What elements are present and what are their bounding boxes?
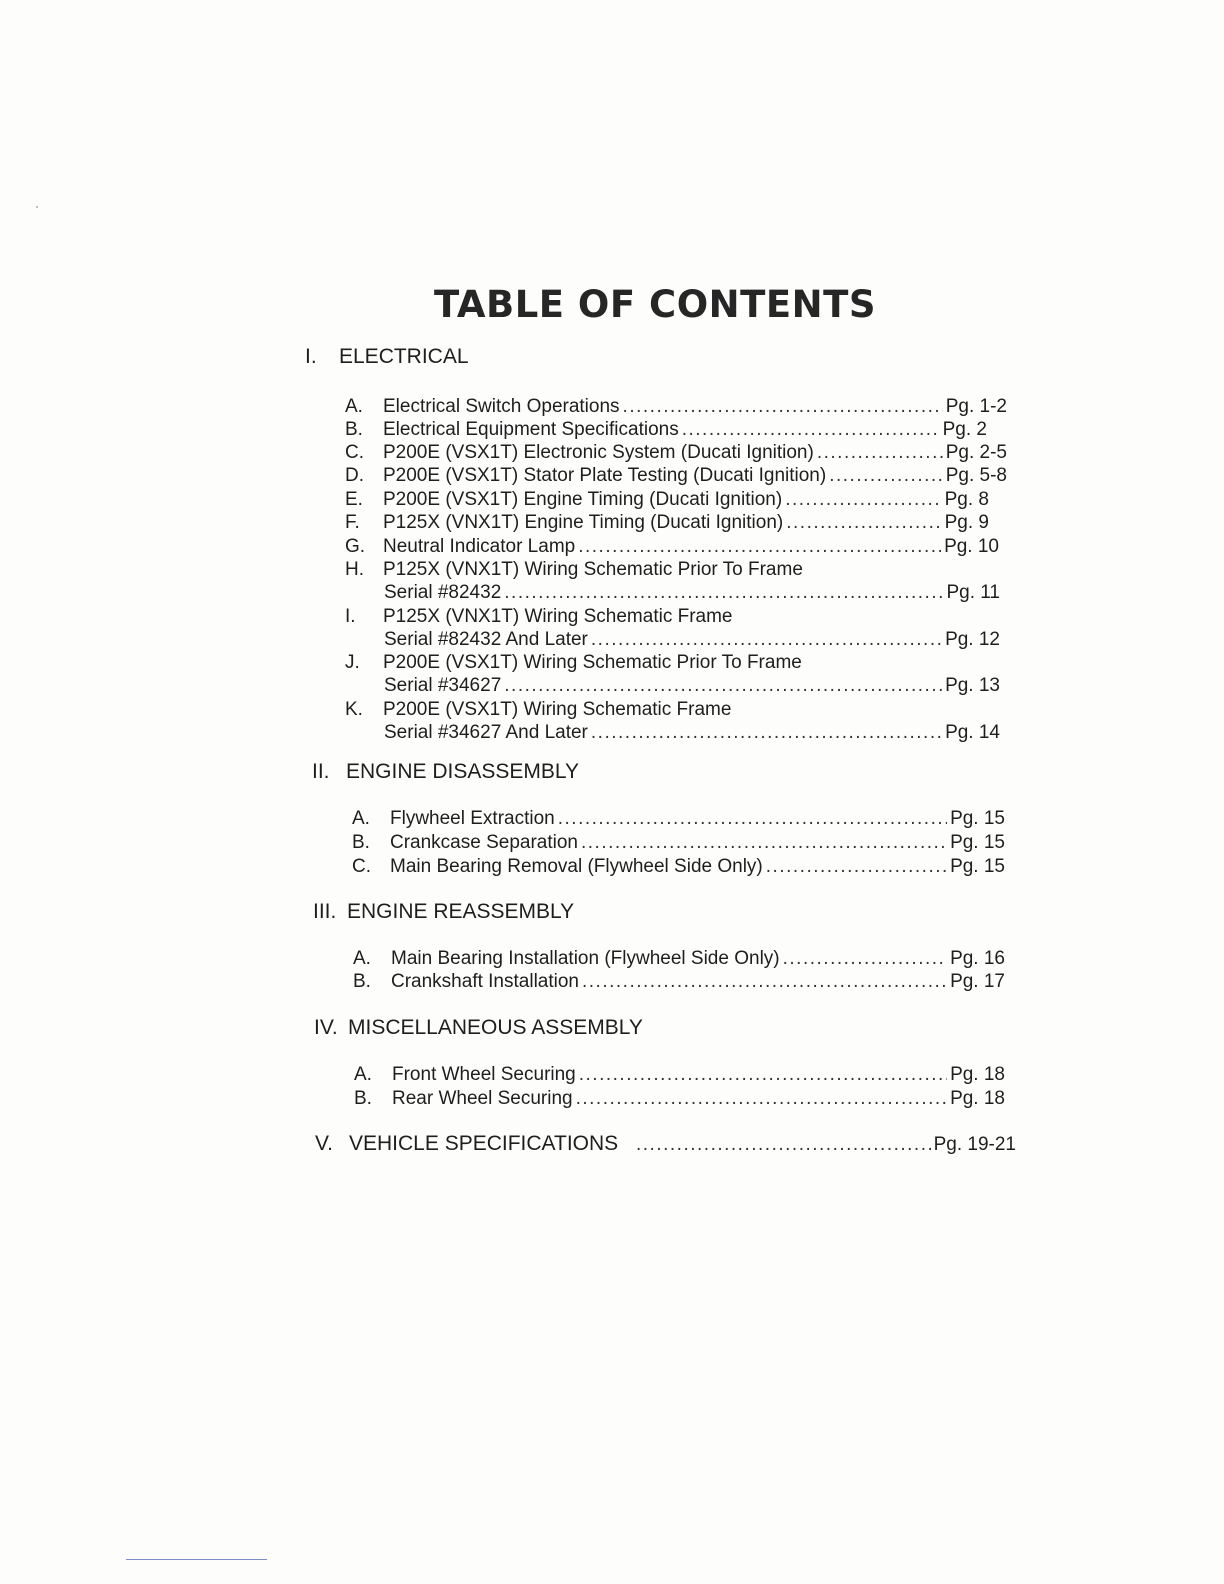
entry-title: Electrical Switch Operations: [383, 396, 620, 417]
section-heading-engine-disassembly: [312, 760, 579, 784]
toc-entry-vehicle-specifications[interactable]: [315, 1131, 1016, 1156]
dot-leader: [579, 1063, 947, 1086]
dot-leader: [558, 807, 947, 830]
section-label: VEHICLE SPECIFICATIONS: [349, 1132, 619, 1155]
dot-leader: [785, 488, 941, 511]
entry-title-line1: P125X (VNX1T) Wiring Schematic Prior To Frame: [383, 559, 803, 580]
dot-leader: [581, 831, 947, 854]
toc-entry[interactable]: [353, 947, 1005, 970]
entry-letter: K.: [345, 699, 363, 720]
entry-title: Electrical Equipment Specifications: [383, 419, 679, 440]
toc-entry[interactable]: [354, 1063, 1005, 1086]
entry-page: Pg. 11: [946, 582, 1000, 603]
paper-speck: [36, 206, 38, 208]
toc-entry[interactable]: [345, 441, 1007, 464]
entry-letter: I.: [345, 606, 356, 627]
entry-page: Pg. 14: [945, 722, 1000, 743]
entry-title: Serial #82432 And Later: [384, 629, 588, 650]
dot-leader: [817, 441, 943, 464]
toc-entry[interactable]: [345, 488, 989, 511]
entry-page: Pg. 15: [950, 856, 1005, 877]
dot-leader: [783, 947, 947, 970]
entry-title: P125X (VNX1T) Engine Timing (Ducati Ignition): [383, 512, 784, 533]
dot-leader: [682, 418, 940, 441]
section-label: ELECTRICAL: [339, 345, 469, 368]
dot-leader: [636, 1132, 931, 1157]
section-number: III.: [313, 900, 337, 923]
section-label: ENGINE DISASSEMBLY: [346, 760, 580, 783]
entry-letter: A.: [353, 948, 371, 969]
entry-title: P200E (VSX1T) Stator Plate Testing (Ducati Ignition): [383, 465, 827, 486]
entry-page: Pg. 8: [944, 489, 989, 510]
toc-entry[interactable]: [345, 535, 999, 558]
entry-letter: D.: [345, 465, 364, 486]
entry-letter: J.: [345, 652, 360, 673]
entry-letter: A.: [354, 1064, 372, 1085]
toc-entry[interactable]: [353, 970, 1005, 993]
section-label: MISCELLANEOUS ASSEMBLY: [348, 1016, 643, 1039]
entry-title-line1: P200E (VSX1T) Wiring Schematic Frame: [383, 699, 732, 720]
toc-entry[interactable]: [345, 511, 989, 534]
entry-page: Pg. 15: [950, 832, 1005, 853]
entry-letter: G.: [345, 536, 366, 557]
entry-page: Pg. 5-8: [945, 465, 1007, 486]
entry-title: Flywheel Extraction: [390, 808, 555, 829]
toc-entry[interactable]: [352, 807, 1005, 830]
entry-title: Neutral Indicator Lamp: [383, 536, 576, 557]
entry-letter: F.: [345, 512, 360, 533]
entry-title: Rear Wheel Securing: [392, 1088, 573, 1109]
entry-letter: B.: [353, 971, 371, 992]
entry-page: Pg. 12: [945, 629, 1000, 650]
entry-page: Pg. 2: [942, 419, 987, 440]
toc-entry[interactable]: [352, 831, 1005, 854]
entry-title: Crankcase Separation: [390, 832, 578, 853]
dot-leader: [829, 464, 943, 487]
entry-letter: A.: [352, 808, 370, 829]
section-label: ENGINE REASSEMBLY: [347, 900, 575, 923]
section-number: V.: [315, 1132, 333, 1155]
entry-page: Pg. 16: [950, 948, 1005, 969]
dot-leader: [786, 511, 941, 534]
section-heading-electrical: [305, 345, 469, 369]
entry-page: Pg. 15: [950, 808, 1005, 829]
section-number: I.: [305, 345, 317, 368]
dot-leader: [591, 628, 942, 651]
toc-entry[interactable]: [345, 464, 1007, 487]
entry-page: Pg. 10: [944, 536, 999, 557]
entry-letter: C.: [352, 856, 371, 877]
section-number: IV.: [314, 1016, 338, 1039]
entry-title-line1: P200E (VSX1T) Wiring Schematic Prior To Frame: [383, 652, 802, 673]
entry-page: Pg. 13: [945, 675, 1000, 696]
entry-letter: H.: [345, 559, 364, 580]
entry-title: Serial #82432: [384, 582, 502, 603]
dot-leader: [504, 581, 943, 604]
section-number: II.: [312, 760, 330, 783]
entry-page: Pg. 18: [950, 1088, 1005, 1109]
entry-title: Front Wheel Securing: [392, 1064, 576, 1085]
dot-leader: [578, 535, 941, 558]
dot-leader: [504, 674, 942, 697]
entry-letter: B.: [352, 832, 370, 853]
toc-entry[interactable]: [345, 395, 1007, 418]
entry-title: P200E (VSX1T) Engine Timing (Ducati Ignition): [383, 489, 783, 510]
entry-title: Crankshaft Installation: [391, 971, 579, 992]
entry-page: Pg. 17: [950, 971, 1005, 992]
page-title: TABLE OF CONTENTS: [434, 283, 876, 326]
entry-letter: B.: [345, 419, 363, 440]
entry-letter: A.: [345, 396, 363, 417]
toc-entry[interactable]: [345, 418, 987, 441]
dot-leader: [623, 395, 943, 418]
entry-letter: E.: [345, 489, 363, 510]
entry-title: Main Bearing Installation (Flywheel Side Only): [391, 948, 780, 969]
footer-rule: [126, 1559, 267, 1560]
entry-letter: C.: [345, 442, 364, 463]
entry-page: Pg. 9: [944, 512, 989, 533]
toc-entry[interactable]: [352, 855, 1005, 878]
toc-entry[interactable]: [354, 1087, 1005, 1110]
dot-leader: [591, 721, 942, 744]
entry-title: P200E (VSX1T) Electronic System (Ducati Ignition): [383, 442, 814, 463]
section-heading-miscellaneous-assembly: [314, 1016, 643, 1040]
entry-page: Pg. 19-21: [933, 1134, 1016, 1155]
entry-title: Main Bearing Removal (Flywheel Side Only): [390, 856, 763, 877]
entry-page: Pg. 1-2: [945, 396, 1007, 417]
entry-letter: B.: [354, 1088, 372, 1109]
dot-leader: [576, 1087, 947, 1110]
dot-leader: [582, 970, 947, 993]
entry-page: Pg. 2-5: [945, 442, 1007, 463]
entry-title: Serial #34627 And Later: [384, 722, 588, 743]
entry-title-line1: P125X (VNX1T) Wiring Schematic Frame: [383, 606, 733, 627]
entry-title: Serial #34627: [384, 675, 502, 696]
dot-leader: [766, 855, 947, 878]
section-heading-engine-reassembly: [313, 900, 574, 924]
entry-page: Pg. 18: [950, 1064, 1005, 1085]
